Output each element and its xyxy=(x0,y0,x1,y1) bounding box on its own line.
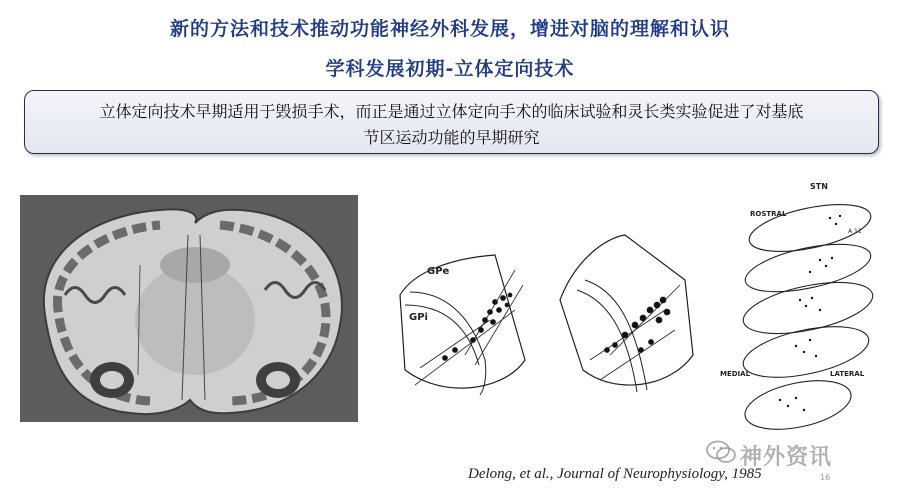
slide-subtitle: 学科发展初期-立体定向技术 xyxy=(325,58,575,80)
summary-line-2: 节区运动功能的早期研究 xyxy=(363,128,540,147)
citation: Delong, et al., Journal of Neurophysiology, 1985 xyxy=(468,466,762,482)
watermark-text: 神外资讯 xyxy=(740,444,833,470)
label-lateral: LATERAL xyxy=(830,370,865,378)
label-gpi: GPi xyxy=(409,312,428,323)
label-gpe: GPe xyxy=(427,266,450,277)
brain-section-image xyxy=(20,195,358,422)
label-stn: STN xyxy=(810,182,828,191)
label-a11: A 11 xyxy=(848,228,862,235)
summary-line-1: 立体定向技术早期适用于毁损手术，而正是通过立体定向手术的临床试验和灵长类实验促进了对基底 xyxy=(99,102,804,121)
globus-pallidus-diagram-2 xyxy=(555,230,695,395)
page-number: 16 xyxy=(820,473,831,482)
summary-box xyxy=(24,90,879,154)
slide-title: 新的方法和技术推动功能神经外科发展，增进对脑的理解和认识 xyxy=(169,18,730,40)
stn-sections-diagram xyxy=(720,180,885,460)
label-medial: MEDIAL xyxy=(720,370,751,378)
globus-pallidus-diagram xyxy=(395,250,530,400)
label-rostral: ROSTRAL xyxy=(750,210,787,218)
